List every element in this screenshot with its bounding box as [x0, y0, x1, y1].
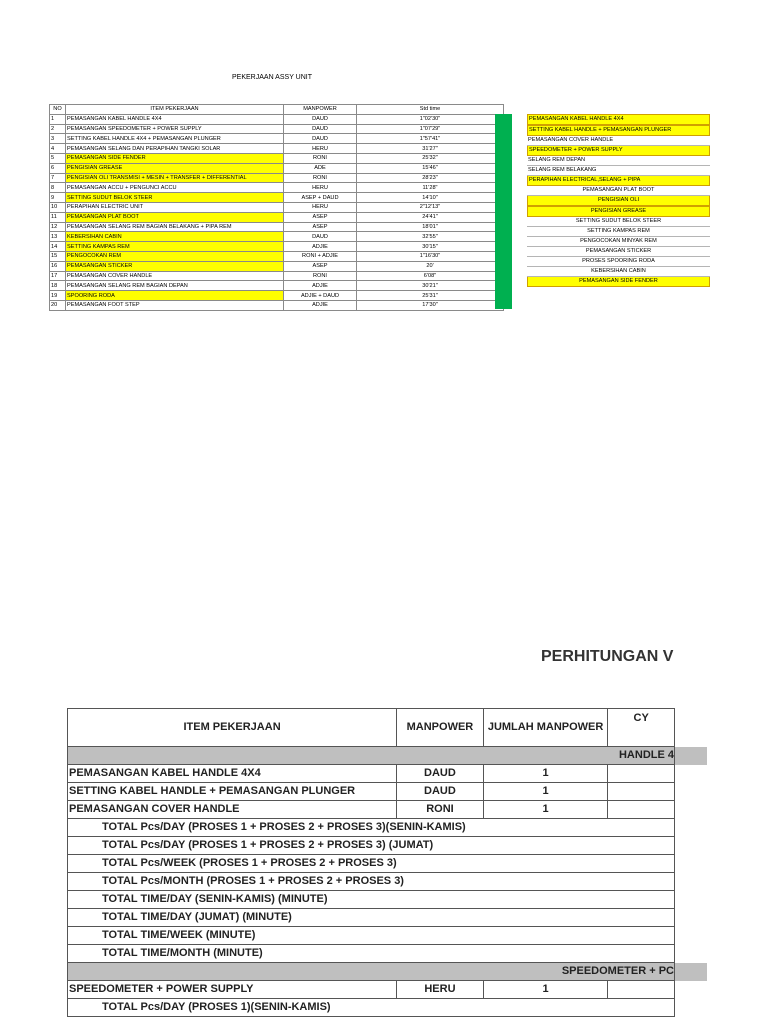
row-no: 10 — [50, 202, 66, 212]
table-header-row — [50, 105, 504, 115]
table-row — [50, 114, 504, 124]
calc-row-manpower: HERU — [397, 981, 484, 999]
row-item: PENGOCOKAN REM — [66, 251, 284, 261]
calc-row-cy — [608, 981, 675, 999]
assy-unit-table — [49, 104, 504, 311]
row-std-time: 14'10" — [357, 193, 504, 203]
row-std-time: 32'55" — [357, 232, 504, 242]
table-row — [50, 144, 504, 154]
calc-header-item: ITEM PEKERJAAN — [68, 709, 397, 747]
row-no: 14 — [50, 242, 66, 252]
header-no: NO — [50, 105, 66, 115]
group-row — [68, 747, 675, 765]
row-std-time: 1"02'30" — [357, 114, 504, 124]
total-label: TOTAL Pcs/DAY (PROSES 1 + PROSES 2 + PROSES 3) (JUMAT) — [68, 837, 675, 855]
calc-row-jumlah: 1 — [483, 765, 608, 783]
list-item: PENGISIAN GREASE — [527, 206, 710, 217]
header-manpower: MANPOWER — [284, 105, 357, 115]
row-item: PEMASANGAN SIDE FENDER — [66, 153, 284, 163]
row-manpower: ASEP + DAUD — [284, 193, 357, 203]
table-row — [50, 153, 504, 163]
row-manpower: DAUD — [284, 232, 357, 242]
table-row — [68, 783, 675, 801]
row-manpower: RONI — [284, 173, 357, 183]
group-band-extension — [675, 747, 707, 765]
row-no: 8 — [50, 183, 66, 193]
total-row — [68, 891, 675, 909]
row-no: 11 — [50, 212, 66, 222]
row-manpower: HERU — [284, 144, 357, 154]
row-manpower: ADJIE — [284, 281, 357, 291]
group-row — [68, 963, 675, 981]
calc-row-cy — [608, 783, 675, 801]
calc-row-item: PEMASANGAN KABEL HANDLE 4X4 — [68, 765, 397, 783]
calc-row-item: PEMASANGAN COVER HANDLE — [68, 801, 397, 819]
row-std-time: 25'32" — [357, 153, 504, 163]
calc-row-manpower: DAUD — [397, 783, 484, 801]
list-item: SETTING SUDUT BELOK STEER — [527, 217, 710, 227]
row-no: 12 — [50, 222, 66, 232]
total-row — [68, 855, 675, 873]
calc-row-cy — [608, 801, 675, 819]
list-item: PEMASANGAN KABEL HANDLE 4X4 — [527, 114, 710, 125]
table-row — [50, 271, 504, 281]
row-item: SETTING KAMPAS REM — [66, 242, 284, 252]
table-row — [50, 202, 504, 212]
table-row — [50, 222, 504, 232]
list-item: PERAPIHAN ELECTRICAL,SELANG + PIPA — [527, 176, 710, 186]
row-std-time: 17'30" — [357, 300, 504, 310]
green-fill-block — [495, 114, 512, 309]
row-std-time: 15'46" — [357, 163, 504, 173]
row-no: 6 — [50, 163, 66, 173]
total-label: TOTAL TIME/DAY (JUMAT) (MINUTE) — [68, 909, 675, 927]
total-label: TOTAL TIME/DAY (SENIN-KAMIS) (MINUTE) — [68, 891, 675, 909]
row-std-time: 18'01" — [357, 222, 504, 232]
calc-header-cy: CY — [608, 709, 675, 747]
table-row — [68, 801, 675, 819]
row-std-time: 2"12'13" — [357, 202, 504, 212]
row-no: 2 — [50, 124, 66, 134]
top-table-title: PEKERJAAN ASSY UNIT — [232, 74, 313, 81]
calculation-table-viewport — [0, 700, 675, 1024]
row-item: SETTING KABEL HANDLE 4X4 + PEMASANGAN PLUNGER — [66, 134, 284, 144]
row-no: 13 — [50, 232, 66, 242]
table-row — [50, 212, 504, 222]
table-row — [50, 163, 504, 173]
list-item: SPEEDOMETER + POWER SUPPLY — [527, 146, 710, 156]
row-item: PENGISIAN GREASE — [66, 163, 284, 173]
total-label: TOTAL Pcs/DAY (PROSES 1)(SENIN-KAMIS) — [68, 999, 675, 1017]
list-item: SELANG REM BELAKANG — [527, 166, 710, 176]
row-std-time: 25'31" — [357, 291, 504, 301]
row-manpower: DAUD — [284, 134, 357, 144]
list-item: KEBERSIHAN CABIN — [527, 267, 710, 277]
total-row — [68, 837, 675, 855]
row-item: PEMASANGAN FOOT STEP — [66, 300, 284, 310]
row-manpower: ADJIE + DAUD — [284, 291, 357, 301]
row-no: 16 — [50, 261, 66, 271]
row-std-time: 1"16'30" — [357, 251, 504, 261]
row-manpower: ASEP — [284, 261, 357, 271]
row-std-time: 1"07'29" — [357, 124, 504, 134]
list-item: PEMASANGAN SIDE FENDER — [527, 277, 710, 287]
row-std-time: 6'08" — [357, 271, 504, 281]
row-manpower: RONI — [284, 153, 357, 163]
calc-row-manpower: DAUD — [397, 765, 484, 783]
row-manpower: HERU — [284, 202, 357, 212]
row-manpower: ADJIE — [284, 242, 357, 252]
row-std-time: 30'15" — [357, 242, 504, 252]
row-manpower: ADJIE — [284, 300, 357, 310]
row-std-time: 31'27" — [357, 144, 504, 154]
table-row — [50, 193, 504, 203]
row-manpower: RONI — [284, 271, 357, 281]
row-item: PEMASANGAN SELANG REM BAGIAN DEPAN — [66, 281, 284, 291]
table-row — [68, 765, 675, 783]
row-no: 18 — [50, 281, 66, 291]
row-manpower: HERU — [284, 183, 357, 193]
table-row — [50, 124, 504, 134]
row-item: KEBERSIHAN CABIN — [66, 232, 284, 242]
row-std-time: 30'21" — [357, 281, 504, 291]
total-label: TOTAL Pcs/DAY (PROSES 1 + PROSES 2 + PROSES 3)(SENIN-KAMIS) — [68, 819, 675, 837]
table-row — [50, 173, 504, 183]
row-item: PENGISIAN OLI TRANSMISI + MESIN + TRANSFER + DIFFERENTIAL — [66, 173, 284, 183]
row-item: PEMASANGAN SELANG REM BAGIAN BELAKANG + PIPA REM — [66, 222, 284, 232]
header-item: ITEM PEKERJAAN — [66, 105, 284, 115]
row-no: 7 — [50, 173, 66, 183]
row-manpower: DAUD — [284, 114, 357, 124]
group-band-extension — [675, 963, 707, 981]
row-item: PEMASANGAN ACCU + PENGUNCI ACCU — [66, 183, 284, 193]
table-row — [50, 281, 504, 291]
total-row — [68, 819, 675, 837]
calc-header-row — [68, 709, 675, 747]
row-item: PERAPIHAN ELECTRIC UNIT — [66, 202, 284, 212]
table-row — [50, 291, 504, 301]
list-item: PEMASANGAN STICKER — [527, 247, 710, 257]
row-no: 4 — [50, 144, 66, 154]
calc-header-jumlah: JUMLAH MANPOWER — [483, 709, 608, 747]
row-item: SETTING SUDUT BELOK STEER — [66, 193, 284, 203]
total-row — [68, 873, 675, 891]
row-manpower: ASEP — [284, 212, 357, 222]
total-label: TOTAL TIME/MONTH (MINUTE) — [68, 945, 675, 963]
row-manpower: DAUD — [284, 124, 357, 134]
row-std-time: 28'23" — [357, 173, 504, 183]
table-row — [50, 232, 504, 242]
row-item: PEMASANGAN SPEEDOMETER + POWER SUPPLY — [66, 124, 284, 134]
calculation-title: PERHITUNGAN V — [541, 648, 674, 665]
row-item: PEMASANGAN KABEL HANDLE 4X4 — [66, 114, 284, 124]
list-item: SELANG REM DEPAN — [527, 156, 710, 166]
table-row — [50, 242, 504, 252]
total-label: TOTAL Pcs/MONTH (PROSES 1 + PROSES 2 + PROSES 3) — [68, 873, 675, 891]
list-item: PEMASANGAN COVER HANDLE — [527, 136, 710, 146]
total-label: TOTAL TIME/WEEK (MINUTE) — [68, 927, 675, 945]
group-label: HANDLE 4 — [68, 747, 675, 765]
total-row — [68, 927, 675, 945]
table-row — [68, 981, 675, 999]
calc-row-item: SETTING KABEL HANDLE + PEMASANGAN PLUNGER — [68, 783, 397, 801]
row-no: 1 — [50, 114, 66, 124]
calculation-table — [67, 708, 675, 1017]
process-list — [527, 114, 710, 287]
row-no: 20 — [50, 300, 66, 310]
calc-row-jumlah: 1 — [483, 783, 608, 801]
row-no: 19 — [50, 291, 66, 301]
calc-row-item: SPEEDOMETER + POWER SUPPLY — [68, 981, 397, 999]
calc-row-jumlah: 1 — [483, 981, 608, 999]
table-row — [50, 261, 504, 271]
table-row — [50, 134, 504, 144]
row-item: PEMASANGAN COVER HANDLE — [66, 271, 284, 281]
row-std-time: 1"57'41" — [357, 134, 504, 144]
list-item: SETTING KABEL HANDLE + PEMASANGAN PLUNGER — [527, 125, 710, 136]
list-item: PENGISIAN OLI — [527, 196, 710, 206]
list-item: PEMASANGAN PLAT BOOT — [527, 186, 710, 196]
total-label: TOTAL Pcs/WEEK (PROSES 1 + PROSES 2 + PROSES 3) — [68, 855, 675, 873]
table-row — [50, 251, 504, 261]
total-row — [68, 945, 675, 963]
row-no: 3 — [50, 134, 66, 144]
header-std-time: Std time — [357, 105, 504, 115]
row-item: PEMASANGAN SELANG DAN PERAPIHAN TANGKI SOLAR — [66, 144, 284, 154]
row-no: 9 — [50, 193, 66, 203]
total-row — [68, 999, 675, 1017]
row-manpower: ASEP — [284, 222, 357, 232]
total-row — [68, 909, 675, 927]
row-std-time: 20' — [357, 261, 504, 271]
row-no: 5 — [50, 153, 66, 163]
calc-header-manpower: MANPOWER — [397, 709, 484, 747]
table-row — [50, 183, 504, 193]
row-std-time: 11'28" — [357, 183, 504, 193]
row-manpower: RONI + ADJIE — [284, 251, 357, 261]
table-row — [50, 300, 504, 310]
row-no: 15 — [50, 251, 66, 261]
row-manpower: ADE — [284, 163, 357, 173]
calc-row-jumlah: 1 — [483, 801, 608, 819]
row-std-time: 24'41" — [357, 212, 504, 222]
calc-row-cy — [608, 765, 675, 783]
row-item: PEMASANGAN STICKER — [66, 261, 284, 271]
row-item: PEMASANGAN PLAT BOOT — [66, 212, 284, 222]
list-item: PROSES SPOORING RODA — [527, 257, 710, 267]
calc-row-manpower: RONI — [397, 801, 484, 819]
list-item: SETTING KAMPAS REM — [527, 227, 710, 237]
row-item: SPOORING RODA — [66, 291, 284, 301]
group-label: SPEEDOMETER + PC — [68, 963, 675, 981]
row-no: 17 — [50, 271, 66, 281]
list-item: PENGOCOKAN MINYAK REM — [527, 237, 710, 247]
